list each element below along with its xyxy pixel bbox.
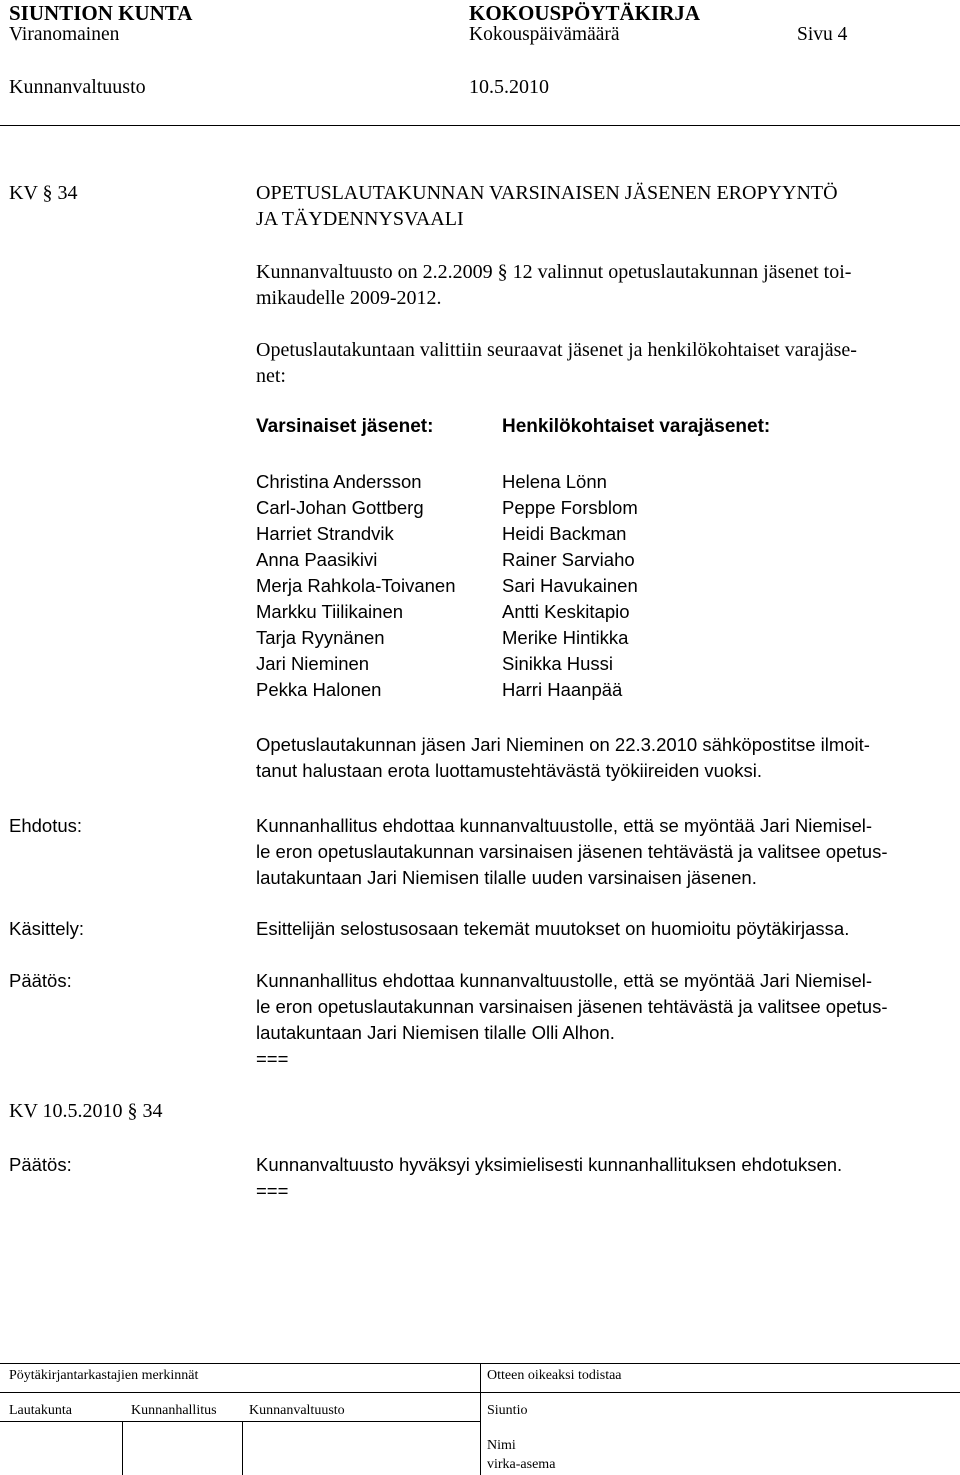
- intro-line-2: mikaudelle 2009-2012.: [256, 287, 442, 309]
- authority-name: Kunnanvaltuusto: [9, 76, 146, 98]
- section-title-line-2: JA TÄYDENNYSVAALI: [256, 208, 464, 230]
- meeting-date: 10.5.2010: [469, 76, 549, 98]
- elected-line-1: Opetuslautakuntaan valittiin seuraavat jäsenet ja henkilökohtaiset varajäse-: [256, 339, 857, 361]
- footer-col-divider-2: [242, 1421, 243, 1475]
- council-decision-text: Kunnanvaltuusto hyväksyi yksimielisesti kunnanhallituksen ehdotuksen.: [256, 1154, 843, 1175]
- deputy-member: Sinikka Hussi: [502, 653, 614, 674]
- document-type: KOKOUSPÖYTÄKIRJA: [469, 1, 701, 25]
- proposal-label: Ehdotus:: [9, 815, 83, 836]
- decision-line-3: lautakuntaan Jari Niemisen tilalle Olli Alhon.: [256, 1022, 615, 1043]
- handling-label: Käsittely:: [9, 918, 85, 939]
- decision-line-2: le eron opetuslautakunnan varsinaisen jäsenen tehtävästä ja valitsee opetus-: [256, 996, 888, 1017]
- footer-title-label: virka-asema: [487, 1457, 556, 1472]
- deputy-members-header: Henkilökohtaiset varajäsenet:: [502, 416, 771, 437]
- date-label: Kokouspäivämäärä: [469, 24, 620, 45]
- regular-member: Carl-Johan Gottberg: [256, 497, 424, 518]
- section-title-line-1: OPETUSLAUTAKUNNAN VARSINAISEN JÄSENEN EROPYYNTÖ: [256, 182, 838, 204]
- regular-member: Tarja Ryynänen: [256, 627, 385, 648]
- regular-members-header: Varsinaiset jäsenet:: [256, 416, 434, 437]
- deputy-member: Harri Haanpää: [502, 679, 623, 700]
- certified-label: Otteen oikeaksi todistaa: [487, 1368, 622, 1383]
- regular-member: Jari Nieminen: [256, 653, 370, 674]
- elected-line-2: net:: [256, 365, 286, 387]
- footer-left-row-border: [0, 1421, 480, 1422]
- footer-col-board: Lautakunta: [9, 1403, 72, 1418]
- proposal-line-2: le eron opetuslautakunnan varsinaisen jäsenen tehtävästä ja valitsee opetus-: [256, 841, 888, 862]
- checkers-label: Pöytäkirjantarkastajien merkinnät: [9, 1368, 199, 1383]
- footer-col-government: Kunnanhallitus: [131, 1403, 217, 1418]
- decision-line-1: Kunnanhallitus ehdottaa kunnanvaltuustolle, että se myöntää Jari Niemisel-: [256, 970, 873, 991]
- footer-col-divider-1: [122, 1421, 123, 1475]
- handling-text: Esittelijän selostusosaan tekemät muutokset on huomioitu pöytäkirjassa.: [256, 918, 850, 939]
- footer-col-council: Kunnanvaltuusto: [249, 1403, 345, 1418]
- proposal-line-3: lautakuntaan Jari Niemisen tilalle uuden varsinaisen jäsenen.: [256, 867, 757, 888]
- council-decision-separator: ===: [256, 1180, 289, 1201]
- footer-name-label: Nimi: [487, 1438, 516, 1453]
- municipality-name: SIUNTION KUNTA: [9, 1, 193, 25]
- regular-member: Merja Rahkola-Toivanen: [256, 575, 456, 596]
- regular-member: Anna Paasikivi: [256, 549, 378, 570]
- regular-member: Christina Andersson: [256, 471, 422, 492]
- proposal-line-1: Kunnanhallitus ehdottaa kunnanvaltuustolle, että se myöntää Jari Niemisel-: [256, 815, 873, 836]
- regular-member: Pekka Halonen: [256, 679, 382, 700]
- deputy-member: Helena Lönn: [502, 471, 607, 492]
- deputy-member: Rainer Sarviaho: [502, 549, 635, 570]
- deputy-member: Antti Keskitapio: [502, 601, 630, 622]
- council-reference: KV 10.5.2010 § 34: [9, 1100, 163, 1122]
- intro-line-1: Kunnanvaltuusto on 2.2.2009 § 12 valinnut opetuslautakunnan jäsenet toi-: [256, 261, 852, 283]
- authority-label: Viranomainen: [9, 24, 120, 45]
- page-number: Sivu 4: [797, 24, 848, 45]
- deputy-member: Heidi Backman: [502, 523, 627, 544]
- section-number: KV § 34: [9, 182, 78, 204]
- decision-separator: ===: [256, 1048, 289, 1069]
- deputy-member: Merike Hintikka: [502, 627, 629, 648]
- header-divider: [0, 125, 960, 126]
- decision-label: Päätös:: [9, 970, 72, 991]
- resignation-line-1: Opetuslautakunnan jäsen Jari Nieminen on 22.3.2010 sähköpostitse ilmoit-: [256, 734, 870, 755]
- regular-member: Harriet Strandvik: [256, 523, 394, 544]
- council-decision-label: Päätös:: [9, 1154, 72, 1175]
- deputy-member: Sari Havukainen: [502, 575, 638, 596]
- deputy-member: Peppe Forsblom: [502, 497, 638, 518]
- regular-member: Markku Tiilikainen: [256, 601, 404, 622]
- resignation-line-2: tanut halustaan erota luottamustehtävästä työkiireiden vuoksi.: [256, 760, 762, 781]
- footer-center-divider: [480, 1363, 481, 1475]
- footer-place: Siuntio: [487, 1403, 528, 1418]
